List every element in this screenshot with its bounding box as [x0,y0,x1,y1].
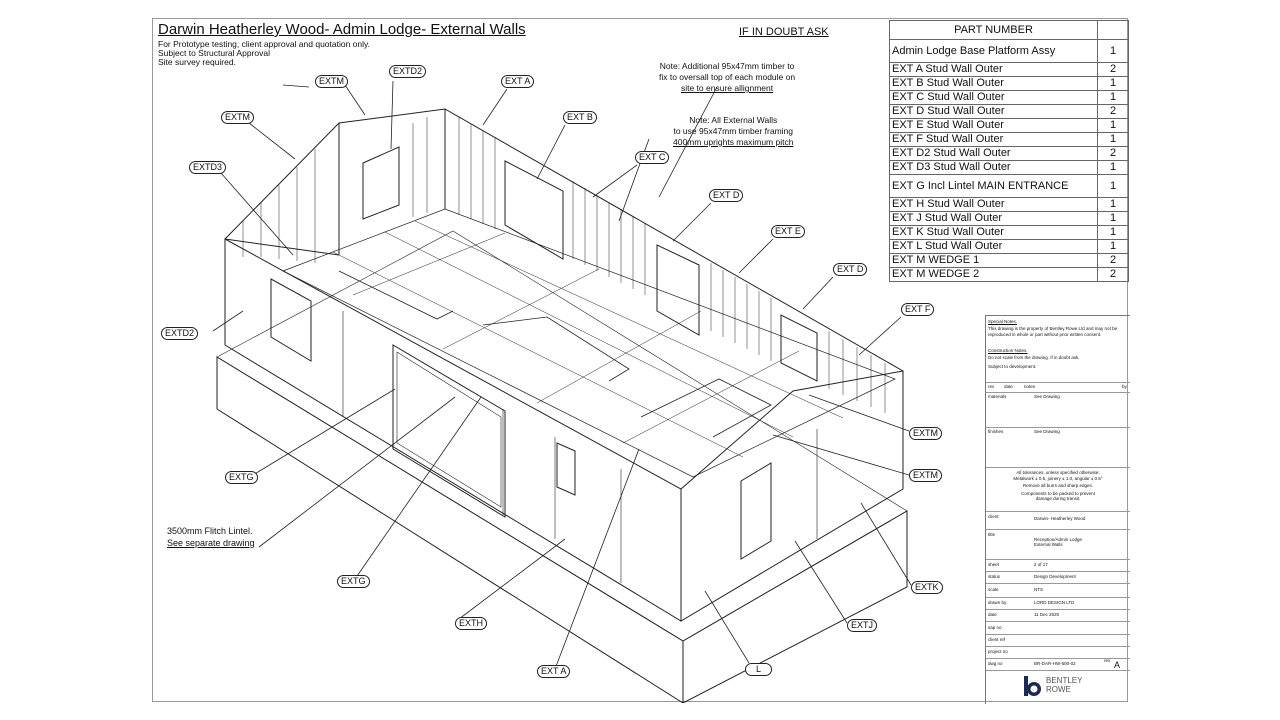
if-in-doubt-note: IF IN DOUBT ASK [739,26,829,38]
part-qty: 2 [1098,268,1129,282]
part-qty: 2 [1098,63,1129,77]
callout-extd2-left: EXTD2 [161,327,198,340]
part-name: EXT D3 Stud Wall Outer [890,161,1098,175]
floor-grid [333,221,843,457]
part-name: EXT K Stud Wall Outer [890,226,1098,240]
building-structure [217,109,907,703]
part-qty: 1 [1098,91,1129,105]
part-qty: 1 [1098,240,1129,254]
part-name: EXT B Stud Wall Outer [890,77,1098,91]
drawing-title: Darwin Heatherley Wood- Admin Lodge- External Walls [158,21,526,38]
back-window-1 [505,161,563,259]
part-qty: 2 [1098,254,1129,268]
front-window-left [271,279,311,361]
part-qty: 1 [1098,212,1129,226]
subtitle-line-2: Subject to Structural Approval [158,48,270,58]
part-name: EXT C Stud Wall Outer [890,91,1098,105]
callout-extm-top: EXTM [315,75,348,88]
callout-exta-top: EXT A [501,75,534,88]
callout-extg-2: EXTG [337,575,370,588]
bentley-rowe-logo: BENTLEY ROWE [1022,674,1122,700]
part-qty: 1 [1098,40,1129,63]
callout-extc: EXT C [635,151,669,164]
part-name: EXT J Stud Wall Outer [890,212,1098,226]
drawing-sheet [152,18,1128,702]
callout-extk: EXTK [911,581,943,594]
part-name: EXT M WEDGE 2 [890,268,1098,282]
front-window-mid [557,443,575,495]
callout-extd3: EXTD3 [189,161,226,174]
framing-note: Note: All External Walls to use 95x47mm timber framing 400mm uprights maximum pitch [673,115,794,147]
callout-extg-1: EXTG [225,471,258,484]
door-opening [393,345,505,517]
part-name: EXT H Stud Wall Outer [890,198,1098,212]
part-qty: 1 [1098,133,1129,147]
base-top-outline [217,231,907,641]
title-block: Special Notes. This drawing is the property of Bentley Rowe Ltd and may not be reproduced in whole or part without prior written consent. Construction Notes. Do not scale from the drawing. If in doubt ask. Subject to development. rev date notes by materials See Drawing finishes See Drawing All tolerances, unless specified otherwise: Metalwork ± 0.5, joinery ± 1.0, angular ± 0.5° Remove all burrs and sharp edges. Components to be packed to prevent damage during transit. client Darwin- Heatherley Wood title Reception/Admin Lodge External Walls sheet 2 of 17 status Design Development scale NTS drawn by LORD DESIGN LTD date 11 Dec 2020 sap no client ref project no dwg no BR-DAR-HW-500-02 rev A BENTLEY ROWE [985,315,1130,704]
part-qty: 1 [1098,119,1129,133]
callout-exte: EXT E [771,225,805,238]
revision-header-row: rev date notes by [986,382,1130,393]
part-name: EXT A Stud Wall Outer [890,63,1098,77]
callout-exta-bottom: EXT A [537,665,570,678]
callout-extb: EXT B [563,111,597,124]
base-right-face [683,511,907,703]
callout-extd2-top: EXTD2 [389,65,426,78]
part-name: EXT D2 Stud Wall Outer [890,147,1098,161]
callout-extd-1: EXT D [709,189,743,202]
part-qty: 1 [1098,226,1129,240]
right-gable-wall [681,371,903,621]
part-name: EXT G Incl Lintel MAIN ENTRANCE [890,175,1098,198]
part-qty: 1 [1098,175,1129,198]
callout-extf: EXT F [901,303,934,316]
br-logo-icon [1022,674,1044,698]
back-window-2 [657,245,699,335]
callout-exth: EXTH [455,617,487,630]
callout-extj: EXTJ [847,619,877,632]
gable-window [741,463,771,559]
callout-extm-right-1: EXTM [909,427,942,440]
special-notes-section: Special Notes. This drawing is the property of Bentley Rowe Ltd and may not be reproduced in whole or part without prior written consent. Construction Notes. Do not scale from the drawing. If in doubt ask. Subject to development. [986,316,1130,383]
leader-lines [213,81,911,669]
parts-header: PART NUMBER [890,21,1098,40]
part-qty: 1 [1098,198,1129,212]
subtitle-line-3: Site survey required. [158,57,236,67]
left-gable-base [225,239,339,255]
callout-extd-2: EXT D [833,263,867,276]
tolerance-notes: All tolerances, unless specified otherwise: Metalwork ± 0.5, joinery ± 1.0, angular ± 0.5° Remove all burrs and sharp edges. Components to be packed to prevent damage during transit. [986,467,1130,512]
isometric-drawing [153,19,1129,703]
floor-outline [283,209,895,477]
base-front-face [217,357,683,703]
part-qty: 2 [1098,105,1129,119]
callout-extm-left: EXTM [221,111,254,124]
back-wall-top-edge [225,109,903,371]
back-window-3 [781,315,817,381]
part-qty: 2 [1098,147,1129,161]
lintel-note: 3500mm Flitch Lintel. See separate drawing [167,526,255,548]
subtitle-line-1: For Prototype testing, client approval and quotation only. [158,39,370,49]
callout-extm-right-2: EXTM [909,469,942,482]
part-qty: 1 [1098,77,1129,91]
back-window-left [363,147,399,219]
part-name: EXT E Stud Wall Outer [890,119,1098,133]
callout-extl: L [745,663,772,676]
timber-note: Note: Additional 95x47mm timber to fix to oversall top of each module on site to ensure allignment [659,61,796,93]
part-name: EXT L Stud Wall Outer [890,240,1098,254]
front-wall [225,239,681,621]
part-name: EXT F Stud Wall Outer [890,133,1098,147]
part-name: EXT M WEDGE 1 [890,254,1098,268]
part-name: EXT D Stud Wall Outer [890,105,1098,119]
part-name: Admin Lodge Base Platform Assy [890,40,1098,63]
part-qty: 1 [1098,161,1129,175]
